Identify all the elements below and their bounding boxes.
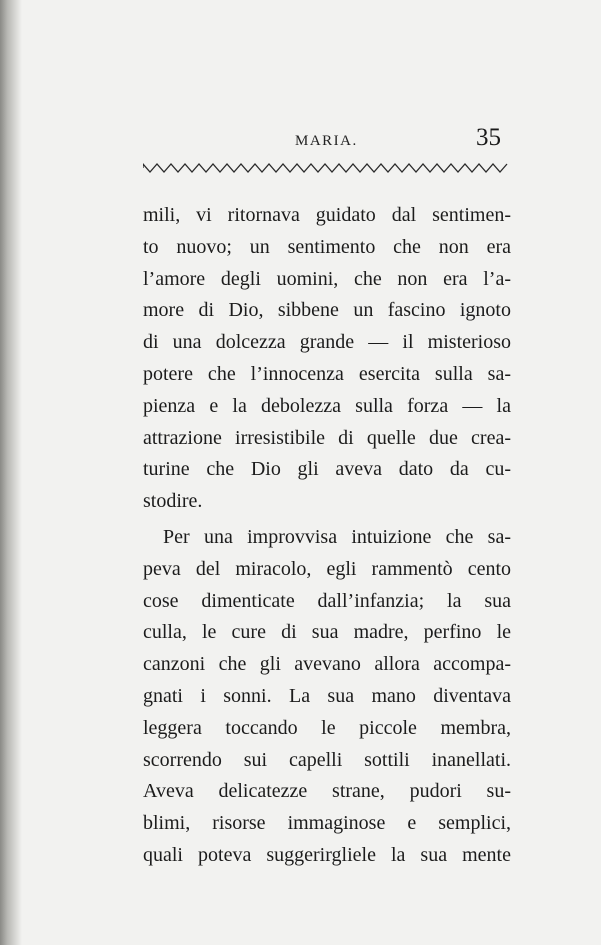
text-line: peva del miracolo, egli rammentò cento (143, 557, 511, 580)
text-line: stodire. (143, 490, 203, 513)
text-line: potere che l’innocenza esercita sulla sa- (143, 362, 511, 385)
paragraph-1 (143, 200, 511, 518)
text-line: more di Dio, sibbene un fascino ignoto (143, 299, 511, 322)
decorative-rule-ornament (143, 162, 511, 174)
text-line: culla, le cure di sua madre, perfino le (143, 621, 511, 644)
text-line: gnati i sonni. La sua mano diventava (143, 684, 511, 707)
text-line: Per una improvvisa intuizione che sa- (163, 525, 511, 548)
text-line: mili, vi ritornava guidato dal sentimen- (143, 204, 511, 226)
page-number: 35 (476, 124, 501, 151)
text-line: canzoni che gli avevano allora accompa- (143, 653, 511, 676)
text-line: turine che Dio gli aveva dato da cu- (143, 458, 511, 481)
text-line: l’amore degli uomini, che non era l’a- (143, 267, 511, 290)
text-line: attrazione irresistibile di quelle due crea- (143, 426, 511, 449)
text-line: pienza e la debolezza sulla forza — la (143, 394, 511, 417)
text-line: di una dolcezza grande — il misterioso (143, 331, 511, 354)
text-line: scorrendo sui capelli sottili inanellati. (143, 748, 511, 771)
text-line: to nuovo; un sentimento che non era (143, 235, 511, 258)
running-title: MARIA. (295, 133, 358, 149)
text-line: quali poteva suggerirgliele la sua mente (143, 843, 511, 866)
paragraph-2 (143, 522, 511, 872)
text-line: cose dimenticate dall’infanzia; la sua (143, 589, 511, 612)
body-text (143, 200, 511, 872)
text-line: Aveva delicatezze strane, pudori su- (143, 780, 511, 803)
text-line: blimi, risorse immaginose e semplici, (143, 812, 511, 835)
text-line: leggera toccando le piccole membra, (143, 716, 511, 739)
